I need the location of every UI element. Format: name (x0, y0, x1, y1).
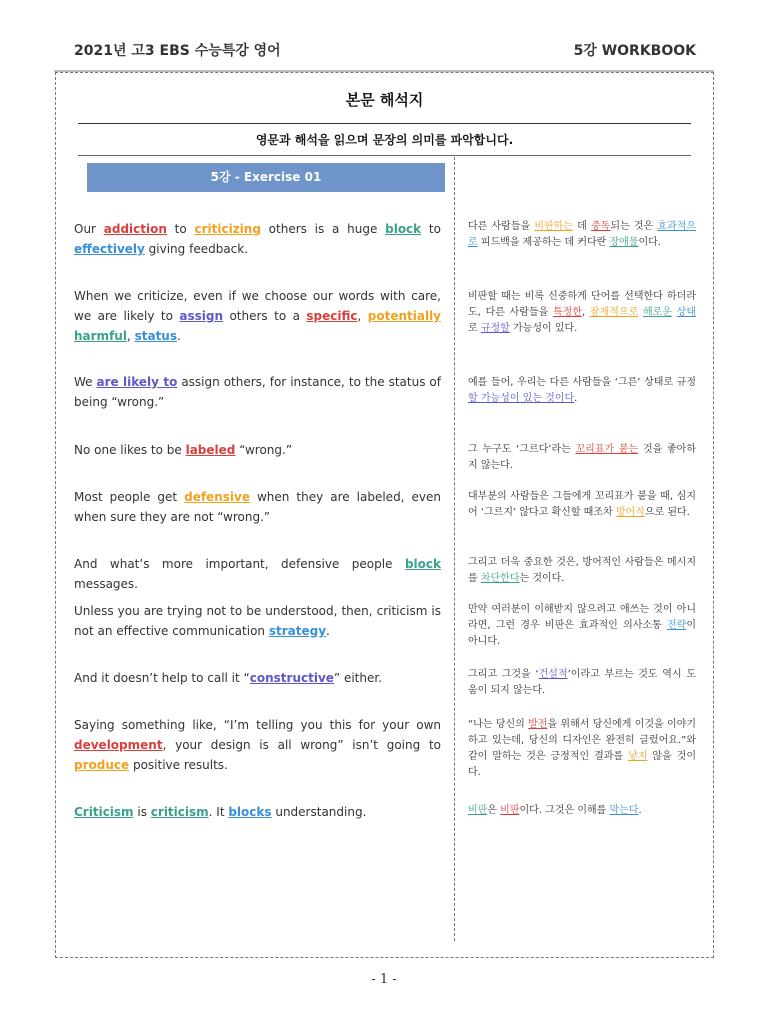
english-sentence-5: Most people get defensive when they are labeled, even when sure they are not “wrong.” (74, 490, 441, 524)
title-rule (78, 123, 691, 124)
document-title: 본문 해석지 (345, 91, 424, 109)
english-sentence-8: And it doesn’t help to call it “constructive” either. (74, 671, 383, 685)
korean-sentence-6: 그리고 더욱 중요한 것은, 방어적인 사람들은 메시지를 차단한다는 것이다. (468, 557, 696, 584)
english-sentence-4: No one likes to be labeled “wrong.” (74, 443, 293, 457)
english-sentence-7: Unless you are trying not to be understood, then, criticism is not an effective communication strategy. (74, 604, 441, 638)
content-frame (55, 72, 714, 958)
header-right: 5강 WORKBOOK (573, 43, 696, 59)
document-subtitle: 영문과 해석을 읽으며 문장의 의미를 파악합니다. (255, 133, 514, 147)
header-left: 2021년 고3 EBS 수능특강 영어 (74, 43, 281, 59)
korean-sentence-9: “나는 당신의 발전을 위해서 당신에게 이것을 이야기하고 있는데, 당신의 디자인은 완전히 글렀어요.”와 같이 말하는 것은 긍정적인 결과를 낳지 않을 것이다. (468, 719, 696, 778)
korean-sentence-7: 만약 여러분이 이해받지 않으려고 애쓰는 것이 아니라면, 그런 경우 비판은 효과적인 의사소통 전략이 아니다. (468, 604, 696, 647)
english-sentence-1: Our addiction to criticizing others is a huge block to effectively giving feedback. (74, 222, 441, 256)
korean-sentence-3: 예를 들어, 우리는 다른 사람들을 ‘그른’ 상태로 규정할 가능성이 있는 것이다. (468, 377, 696, 404)
english-sentence-10: Criticism is criticism. It blocks understanding. (74, 805, 367, 819)
korean-sentence-4: 그 누구도 ‘그르다’라는 꼬리표가 붙는 것을 좋아하지 않는다. (468, 444, 696, 471)
subtitle-rule (78, 155, 691, 156)
korean-sentence-1: 다른 사람들을 비판하는 데 중독되는 것은 효과적으로 피드백을 제공하는 데 커다란 장애물이다. (468, 221, 696, 248)
english-sentence-2: When we criticize, even if we choose our words with care, we are likely to assign others to a specific, potentially harmful, status. (74, 289, 441, 343)
korean-sentence-2: 비판할 때는 비록 신중하게 단어를 선택한다 하더라도, 다른 사람들을 특정한, 잠재적으로 해로운 상태로 규정할 가능성이 있다. (468, 291, 696, 334)
page-header (74, 40, 696, 68)
exercise-label: 5강 - Exercise 01 (87, 163, 445, 192)
english-sentence-6: And what’s more important, defensive people block messages. (74, 557, 441, 591)
korean-sentence-5: 대부분의 사람들은 그들에게 꼬리표가 붙을 때, 심지어 ‘그르지’ 않다고 확신할 때조차 방어적으로 된다. (468, 491, 696, 518)
page-number: - 1 - (371, 972, 397, 987)
english-sentence-9: Saying something like, “I’m telling you this for your own development, your design is all wrong” isn’t going to produce positive results. (74, 718, 441, 772)
english-sentence-3: We are likely to assign others, for instance, to the status of being “wrong.” (74, 375, 441, 409)
column-divider (454, 157, 455, 941)
korean-sentence-8: 그리고 그것을 ‘건설적’이라고 부르는 것도 역시 도움이 되지 않는다. (468, 669, 697, 696)
korean-sentence-10: 비판은 비판이다. 그것은 이해를 막는다. (468, 805, 642, 816)
